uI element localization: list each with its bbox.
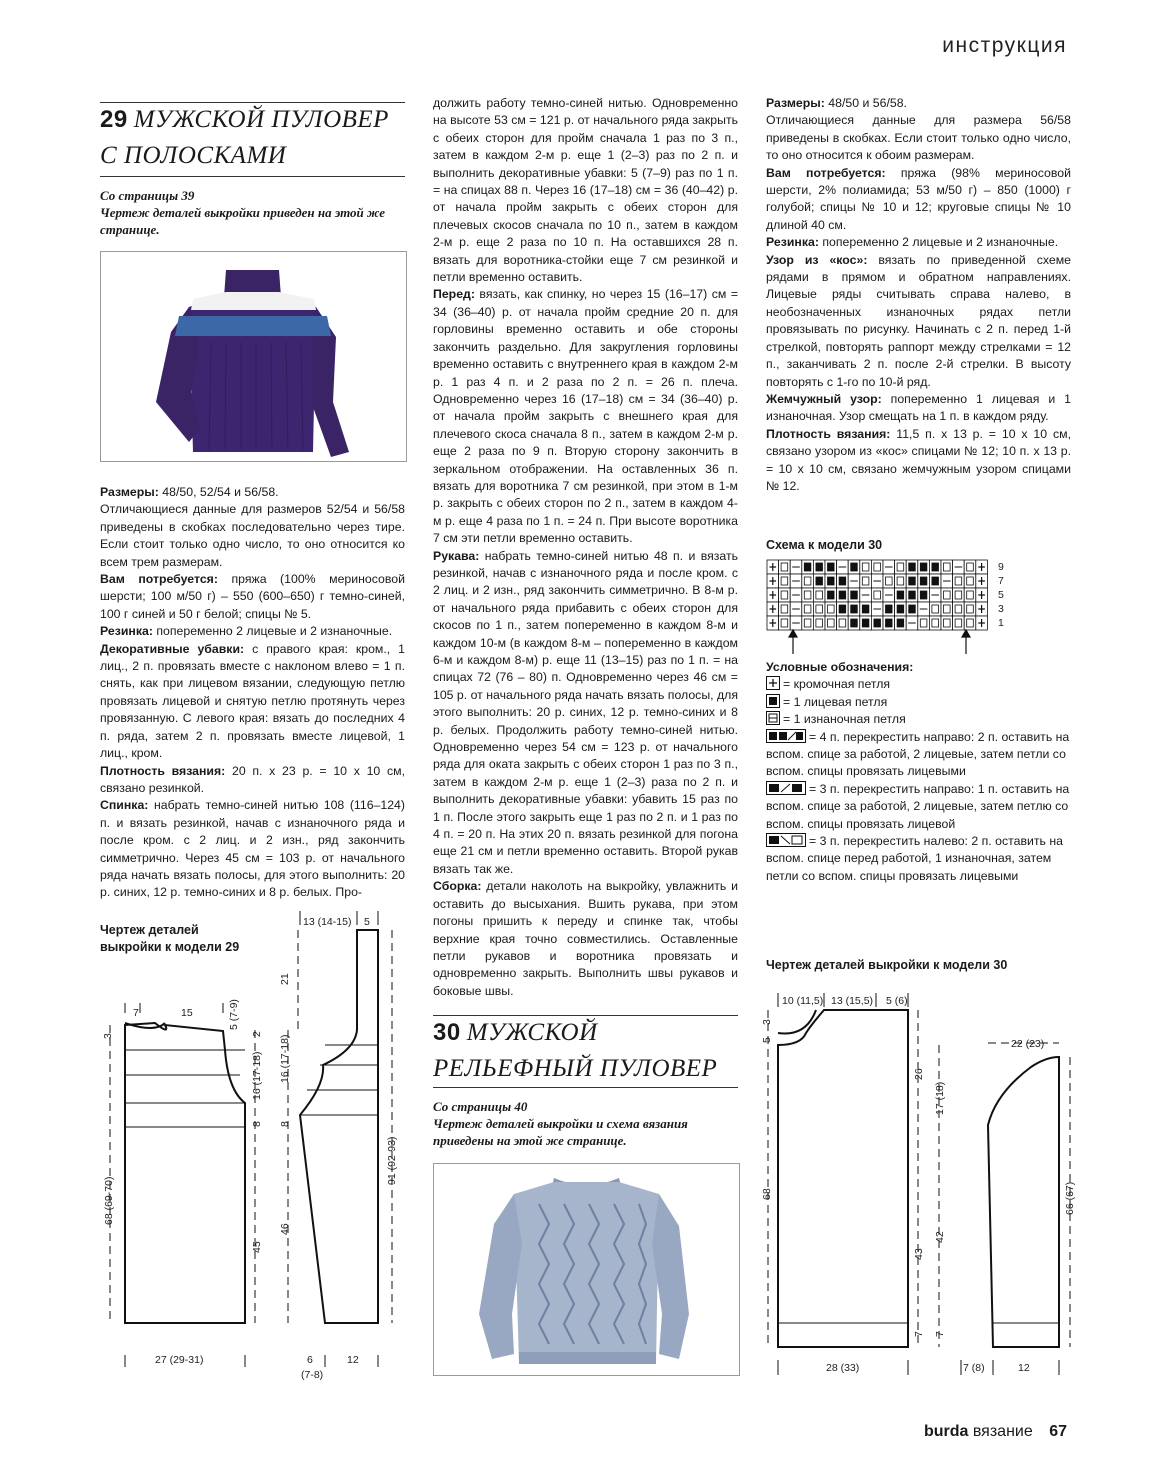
dim30-sleeve-top: 22 (23) xyxy=(1011,1038,1045,1050)
scheme-cell-mark xyxy=(944,619,951,627)
scheme-cell-mark xyxy=(874,619,881,627)
pattern-title-29: Чертеж деталей выкройки к модели 29 xyxy=(100,923,240,954)
pearl-30: попеременно 1 лицевая и 1 изнаночная. Узор смещать на 1 п. в каждом ряду. xyxy=(766,391,1071,424)
scheme-cell-mark xyxy=(944,563,951,571)
dim29-body-total: 68 (69-70) xyxy=(103,1176,115,1225)
dim29-cap-top-right: 5 xyxy=(364,916,370,928)
assembly-29: детали наколоть на выкройку, увлажнить и оставить до высыхания. Вшить рукава, при этом погоны пришить к переду и спинке так, чтобы верхние края точно совместились. Оставленные петли рукавов и воротника провязать и одновременно закрыть. Выполнить швы рукавов и боковые швы. xyxy=(433,879,738,998)
diff-text-29: Отличающиеся данные для размеров 52/54 и 56/58 приведены в скобках последовательно через тире. Если стоит только одно число, то оно относится ко всем трем размерам. xyxy=(100,502,405,569)
scheme-cell-mark xyxy=(828,605,835,613)
scheme-cell-mark xyxy=(874,563,881,571)
text-col-middle xyxy=(433,95,738,1000)
scheme-cell-mark xyxy=(816,591,823,599)
scheme-cell-mark xyxy=(932,563,939,571)
diff-text-30: Отличающиеся данные для размера 56/58 приведены в скобках. Если стоит только одно число, то оно относится к обоим размерам. xyxy=(766,113,1071,163)
scheme-cell-mark xyxy=(816,563,823,571)
scheme-cell-mark xyxy=(781,619,788,627)
source-text-30: Чертеж деталей выкройки и схема вязания приведены на этой же странице. xyxy=(433,1116,688,1148)
dim30-sleeve-cap: 17 (18) xyxy=(934,1081,946,1115)
photo-sweater-30 xyxy=(433,1163,740,1376)
dim30-body-lower: 43 xyxy=(913,1248,925,1260)
knitting-scheme xyxy=(766,559,1016,659)
scheme-cell-mark xyxy=(781,605,788,613)
dim29-cap-top-left: 13 (14-15) xyxy=(303,916,352,928)
scheme-cell-mark xyxy=(816,619,823,627)
need-label-30: Вам потребуется: xyxy=(766,165,886,180)
sizes-30: 48/50 и 56/58. xyxy=(824,96,907,110)
front-label-29: Перед: xyxy=(433,287,475,302)
dim29-sleeve-total: 91 (92-93) xyxy=(386,1136,398,1185)
dim30-sleeve-total: 66 (67) xyxy=(1064,1181,1076,1215)
source-page-29: Со страницы 39 xyxy=(100,188,195,203)
scheme-cell-mark xyxy=(932,577,939,585)
scheme-cell-mark xyxy=(932,605,939,613)
section-header: инструкция xyxy=(942,34,1067,57)
dim29-top-five: 5 (7-9) xyxy=(228,999,240,1030)
rib-label-30: Резинка: xyxy=(766,235,819,250)
source-note-29 xyxy=(100,187,406,238)
scheme-cell-mark xyxy=(920,619,927,627)
dim29-sleeve-bottom-a2: (7-8) xyxy=(301,1369,324,1381)
dim30-armhole: 26 xyxy=(913,1068,925,1080)
scheme-cell-mark xyxy=(909,605,916,613)
scheme-cell-mark xyxy=(851,605,858,613)
scheme-cell-mark xyxy=(781,591,788,599)
cable-label-30: Узор из «кос»: xyxy=(766,252,868,267)
scheme-cell-mark xyxy=(851,619,858,627)
scheme-cell-mark xyxy=(862,605,869,613)
scheme-cell-mark xyxy=(920,577,927,585)
sizes-label-29: Размеры: xyxy=(100,485,159,499)
scheme-cell-mark xyxy=(955,577,962,585)
cross-3-right-icon xyxy=(766,781,806,795)
dim30-left-three: 3 xyxy=(761,1019,773,1025)
title-rule-30-bottom xyxy=(433,1087,738,1088)
assembly-label-29: Сборка: xyxy=(433,879,482,894)
dim30-body-total: 68 xyxy=(761,1188,773,1200)
purl-stitch-icon xyxy=(766,711,780,725)
sleeve-label-29: Рукава: xyxy=(433,548,480,563)
scheme-cell-mark xyxy=(804,619,811,627)
dim30-sleeve-lower: 42 xyxy=(934,1231,946,1243)
cable-30: вязать по приведенной схеме рядами в прямом и обратном направлениях. Лицевые ряды считывать справа налево, в необозначенных изнаночных рядах петли провязывать по рисунку. Начинать с 2 п. перед 1-й стрелкой, повторять раппорт между стрелками = 12 п., заканчивать 2 п. после 2-й стрелки. В высоту повторять с 1-го по 10-й ряд. xyxy=(766,252,1071,389)
scheme-cell-mark xyxy=(862,563,869,571)
scheme-row-5: 5 xyxy=(998,589,1004,601)
scheme-cell-mark xyxy=(886,605,893,613)
dim29-sleeve-bottom-b: 12 xyxy=(347,1354,359,1366)
scheme-cell-mark xyxy=(967,605,974,613)
need-29: пряжа (100% мериносовой шерсти; 100 м/50 г) – 550 (600–650) г темно-синей, 100 г синей и 50 г белой; спицы № 5. xyxy=(100,572,405,621)
scheme-cell-mark xyxy=(955,605,962,613)
title-30-line2: РЕЛЬЕФНЫЙ ПУЛОВЕР xyxy=(433,1055,718,1082)
dim30-bottom-width: 28 (33) xyxy=(826,1362,860,1374)
scheme-row-1: 1 xyxy=(998,617,1004,629)
dim30-top-b: 13 (15,5) xyxy=(831,995,874,1007)
edge-stitch-icon xyxy=(766,676,780,690)
pattern-drawing-29 xyxy=(95,905,415,1390)
scheme-cell-mark xyxy=(828,563,835,571)
pattern-title-30: Чертеж деталей выкройки к модели 30 xyxy=(766,958,1008,972)
dim30-top-c: 5 (6) xyxy=(886,995,908,1007)
title-29 xyxy=(100,102,410,174)
scheme-cell-mark xyxy=(909,563,916,571)
striped-sweater-icon xyxy=(101,252,406,461)
dim29-stripe-a: 8 xyxy=(251,1121,263,1127)
scheme-title-30: Схема к модели 30 xyxy=(766,538,883,552)
scheme-cell-mark xyxy=(851,563,858,571)
legend-purl: = 1 изнаночная петля xyxy=(783,712,906,727)
rib-29: попеременно 2 лицевые и 2 изнаночные. xyxy=(152,624,393,639)
page-footer xyxy=(924,1423,1067,1441)
scheme-cell-mark xyxy=(781,563,788,571)
dim29-arm-height-a: 16 (17-18) xyxy=(251,1051,263,1100)
magazine-name: вязание xyxy=(972,1423,1033,1440)
scheme-cell-mark xyxy=(955,619,962,627)
scheme-cell-mark xyxy=(804,591,811,599)
density-29: 20 п. х 23 р. = 10 х 10 см, связано резинкой. xyxy=(100,763,405,795)
scheme-cell-mark xyxy=(804,577,811,585)
scheme-cell-mark xyxy=(897,619,904,627)
pearl-label-30: Жемчужный узор: xyxy=(766,391,882,406)
cont-text-29: должить работу темно-синей нитью. Одновременно на высоте 53 см = 121 р. от начального ряда закрыть с обеих сторон для пройм сначала 1 раз по 3 п., затем в каждом 2-м р. еще 1 (2–3) раз по 2 п. и выполнить декоративные убавки: 5 (7–9) раз по 1 п. = на спицах 88 п. Через 16 (17–18) см = 36 (40–42) р. от начала пройм закрыть с обеих сторон для плечевых скосов сначала по 10 п., затем в каждом 2-м р. еще 2 раза по 10 п. На оставшихся 28 п. вязать для воротника-стойки еще 7 см резинкой и петли временно оставить. xyxy=(433,96,738,285)
scheme-cell-mark xyxy=(839,591,846,599)
scheme-cell-mark xyxy=(944,605,951,613)
density-label-30: Плотность вязания: xyxy=(766,426,891,441)
rib-label-29: Резинка: xyxy=(100,624,153,639)
legend-c4: = 4 п. перекрестить направо: 2 п. оставить на вспом. спице за работой, 2 лицевые, затем петли со вспом. спицы провязать лицевыми xyxy=(766,729,1070,779)
cable-sweater-icon xyxy=(434,1164,739,1375)
cross-3-left-icon xyxy=(766,833,806,847)
back-label-29: Спинка: xyxy=(100,798,149,813)
dim29-left-three: 3 xyxy=(102,1033,114,1039)
density-label-29: Плотность вязания: xyxy=(100,763,226,778)
back-29: набрать темно-синей нитью 108 (116–124) п. и вязать резинкой, начав с изнаночного ряда и после кром. с 2 лиц. и 2 изн., ряд закончить симметрично. Через 45 см = 103 р. от начального ряда начать вязать полосы, для этого выполнить: 20 р. синих, 12 р. темно-синих и 8 р. белых. Про- xyxy=(100,798,405,900)
dim29-arm-height-b: 16 (17-18) xyxy=(279,1034,291,1083)
scheme-cell-mark xyxy=(909,577,916,585)
scheme-cell-mark xyxy=(920,563,927,571)
dim30-sleeve-bottom-a: 7 (8) xyxy=(963,1362,985,1374)
dec-label-29: Декоративные убавки: xyxy=(100,641,245,656)
dim29-body-lower: 45 xyxy=(251,1241,263,1253)
dim30-left-five: 5 xyxy=(761,1037,773,1043)
scheme-cell-mark xyxy=(828,619,835,627)
scheme-cell-mark xyxy=(804,563,811,571)
scheme-cell-mark xyxy=(897,605,904,613)
scheme-cell-mark xyxy=(909,591,916,599)
source-text-29: Чертеж деталей выкройки приведен на этой же странице. xyxy=(100,205,385,237)
legend-knit: = 1 лицевая петля xyxy=(783,694,888,709)
scheme-cell-mark xyxy=(897,563,904,571)
legend-c3r: = 3 п. перекрестить направо: 1 п. оставить на вспом. спице за работой, 2 лицевые, затем петлю со вспом. спицы провязать лицевой xyxy=(766,781,1070,831)
scheme-cell-mark xyxy=(886,577,893,585)
source-page-30: Со страницы 40 xyxy=(433,1099,528,1114)
scheme-cell-mark xyxy=(816,577,823,585)
scheme-cell-mark xyxy=(816,605,823,613)
photo-sweater-29 xyxy=(100,251,407,462)
scheme-cell-mark xyxy=(920,591,927,599)
text-col-30 xyxy=(766,95,1071,495)
scheme-cell-mark xyxy=(932,619,939,627)
need-label-29: Вам потребуется: xyxy=(100,572,218,587)
scheme-cell-mark xyxy=(897,591,904,599)
scheme-cell-mark xyxy=(967,563,974,571)
model-number-30: 30 xyxy=(433,1019,461,1046)
scheme-cell-mark xyxy=(828,591,835,599)
dim29-stripe-b: 8 xyxy=(279,1121,291,1127)
title-30-line1: МУЖСКОЙ xyxy=(466,1019,598,1046)
rib-30: попеременно 2 лицевые и 2 изнаночные. xyxy=(818,235,1059,250)
scheme-cell-mark xyxy=(967,619,974,627)
front-29: вязать, как спинку, но через 15 (16–17) см = 34 (36–40) р. от начала пройм средние 20 п. для горловины временно оставить и обе стороны закончить раздельно. Для закругления горловины временно оставить с внутреннего края в каждом 2-м р. 1 раз 4 п. и 2 раза по 2 п. = 26 п. плеча. Одновременно через 16 (17–18) см = 34 (36–40) р. от начала пройм закрыть с внешнего края для плечевого скоса сначала 8 п., затем в каждом 2-м р. еще 2 раза по 9 п. Вторую сторону закончить в зеркальном отображении. На оставленных 36 п. вязать для воротника 7 см резинкой, при этом в 1-м р. закрыть с обеих сторон по 2 п., затем в каждом 4-м р. еще 4 раза по 1 п. = 24 п. При высоте воротника 7 см эти петли временно оставить. xyxy=(433,287,738,546)
scheme-cell-mark xyxy=(804,605,811,613)
scheme-cell-mark xyxy=(967,591,974,599)
knit-stitch-icon xyxy=(766,694,780,708)
scheme-cell-mark xyxy=(897,577,904,585)
scheme-cell-mark xyxy=(839,619,846,627)
page-number: 67 xyxy=(1049,1423,1067,1440)
title-rule-29-bottom xyxy=(100,176,405,177)
scheme-cell-mark xyxy=(851,591,858,599)
sizes-label-30: Размеры: xyxy=(766,96,825,110)
scheme-row-3: 3 xyxy=(998,603,1004,615)
sleeve-29: набрать темно-синей нитью 48 п. и вязать резинкой, начав с изнаночного ряда и после кром. с 2 лиц. и 2 изн., ряд закончить симметрично. В 8-м р. от начального ряда прибавить с обеих сторон для скосов по 1 п., затем попеременно в каждом 8-м и каждом 10-м (в каждом 8-м – попеременно в каждом 6-м и каждом 8-м) р. еще 11 (13–15) раз по 1 п. = на спицах 72 (76 – 80) п. Одновременно через 46 см = 105 р. от начального ряда начать вязать полосы, для этого выполнить: 20 р. синих, 12 р. темно-синих и 8 р. белых. Продолжить работу темно-синей нитью. Одновременно через 54 см = 123 р. от начального ряда для оката закрыть с обеих сторон 1 раз по 3 п., затем в каждом 2-м р. еще 1 (2–3) раза по 2 п. и выполнить декоративные убавки: убавить 15 раз по 1 п. После этого закрыть еще 1 раз по 2 п. и 1 раз по 4 п. = 20 п. На этих 20 п. вязать резинкой для погона еще 21 см и петли временно оставить. Второй рукав вязать так же. xyxy=(433,548,739,876)
scheme-cell-mark xyxy=(862,619,869,627)
title-29-line1: МУЖСКОЙ ПУЛОВЕР xyxy=(133,106,389,133)
source-note-30 xyxy=(433,1098,739,1149)
dim29-top-fifteen: 15 xyxy=(181,1007,193,1019)
title-30 xyxy=(433,1015,743,1087)
scheme-cell-mark xyxy=(839,605,846,613)
model-number-29: 29 xyxy=(100,106,128,133)
dim29-sleeve-bottom-a: 6 xyxy=(307,1354,313,1366)
scheme-cell-mark xyxy=(944,591,951,599)
brand-logo: burda xyxy=(923,1423,969,1440)
legend-edge: = кромочная петля xyxy=(783,677,891,692)
need-30: пряжа (98% мериносовой шерсти, 2% полиамида; 53 м/50 г) – 850 (1000) г голубой; спицы № 10 и 12; круговые спицы № 10 длиной 40 см. xyxy=(766,165,1071,232)
pattern-drawing-30 xyxy=(756,985,1076,1385)
legend-title: Условные обозначения: xyxy=(766,660,914,674)
scheme-cell-mark xyxy=(886,619,893,627)
dim29-bottom-width: 27 (29-31) xyxy=(155,1354,204,1366)
scheme-cell-mark xyxy=(839,577,846,585)
dim29-top-seven: 7 xyxy=(133,1007,139,1019)
dim30-rib-b: 7 xyxy=(934,1331,946,1337)
cross-4-right-icon xyxy=(766,729,806,743)
dim29-arm-two: 2 xyxy=(251,1031,263,1037)
text-col-29 xyxy=(100,484,405,902)
dim29-sleeve-lower: 46 xyxy=(279,1223,291,1235)
scheme-cell-mark xyxy=(828,577,835,585)
scheme-cell-mark xyxy=(955,591,962,599)
density-30: 11,5 п. х 13 р. = 10 х 10 см, связано узором из «кос» спицами № 12; 10 п. х 13 р. = 10 х 10 см, связано жемчужным узором спицами № 12. xyxy=(766,426,1071,493)
scheme-cell-mark xyxy=(781,577,788,585)
dim30-sleeve-bottom-b: 12 xyxy=(1018,1362,1030,1374)
title-29-line2: С ПОЛОСКАМИ xyxy=(100,142,287,169)
dim30-top-a: 10 (11,5) xyxy=(782,995,824,1007)
dim29-cap-height: 21 xyxy=(279,973,291,985)
dim30-rib-a: 7 xyxy=(913,1331,925,1337)
scheme-cell-mark xyxy=(862,577,869,585)
scheme-cell-mark xyxy=(874,591,881,599)
sizes-29: 48/50, 52/54 и 56/58. xyxy=(158,485,279,499)
dec-29: с правого края: кром., 1 лиц., 2 п. провязать вместе с наклоном влево = 1 п. снять, как при лицевом вязании, следующую петлю провязать лицевой и снятую петлю протянуть через провязанную. С левого края: вязать до последних 4 п. ряда, затем 2 п. провязать вместе лицевой, 1 лиц., кром. xyxy=(100,641,406,761)
legend-30 xyxy=(766,659,1071,885)
scheme-row-7: 7 xyxy=(998,575,1004,587)
scheme-row-9: 9 xyxy=(998,561,1004,573)
scheme-cell-mark xyxy=(967,577,974,585)
legend-c3l: = 3 п. перекрестить налево: 2 п. оставить на вспом. спице перед работой, 1 изнаночная, затем петли со вспом. спицы провязать лицевыми xyxy=(766,834,1063,883)
